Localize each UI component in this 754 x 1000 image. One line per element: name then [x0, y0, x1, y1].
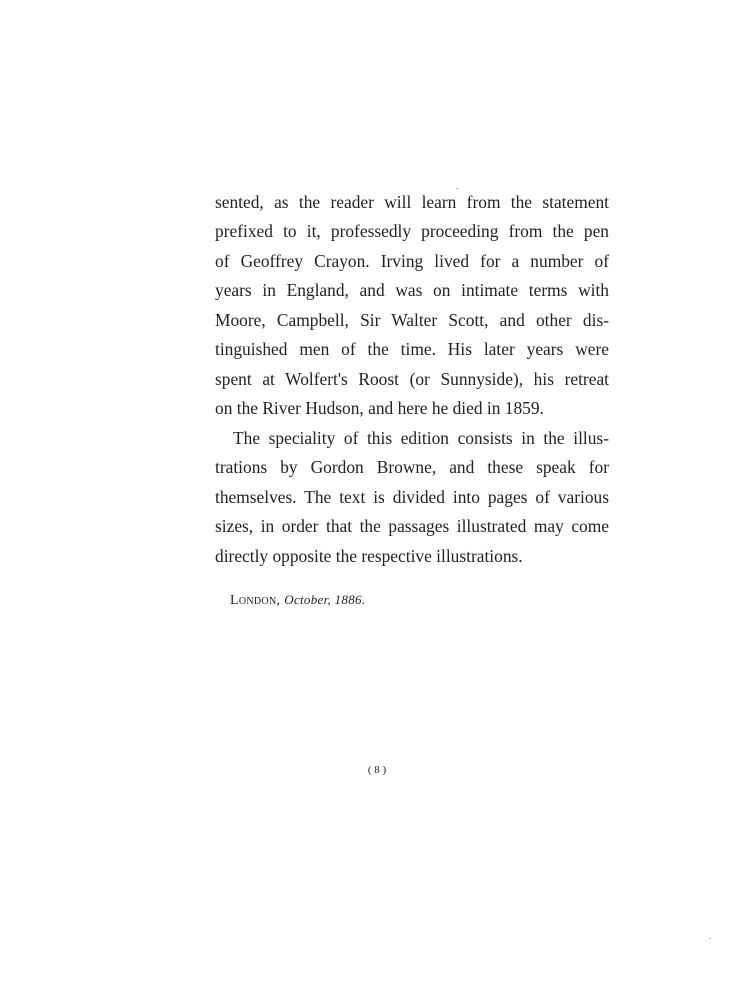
text-line: prefixed to it, professedly proceeding from the pen: [215, 221, 609, 241]
text-line: themselves. The text is divided into pages of various: [215, 487, 609, 507]
signature-line: [230, 591, 365, 610]
text-line: Moore, Campbell, Sir Walter Scott, and other dis-: [215, 310, 609, 330]
signature-place: London,: [230, 593, 281, 608]
text-line: tinguished men of the time. His later years were: [215, 339, 609, 359]
text-line: spent at Wolfert's Roost (or Sunnyside), his retreat: [215, 369, 609, 389]
text-line: on the River Hudson, and here he died in 1859.: [215, 398, 544, 418]
text-line: trations by Gordon Browne, and these speak for: [215, 457, 609, 477]
text-line: The speciality of this edition consists in the illus-: [233, 428, 609, 448]
text-line: sizes, in order that the passages illustrated may come: [215, 516, 609, 536]
text-line: directly opposite the respective illustrations.: [215, 546, 523, 566]
signature-date: October, 1886.: [284, 592, 366, 607]
paper-speck: [709, 938, 711, 939]
paper-speck: [456, 188, 458, 189]
text-line: years in England, and was on intimate terms with: [215, 280, 609, 300]
page-number: ( 8 ): [367, 764, 387, 776]
text-line: sented, as the reader will learn from the statement: [215, 192, 609, 212]
text-line: of Geoffrey Crayon. Irving lived for a number of: [215, 251, 609, 271]
